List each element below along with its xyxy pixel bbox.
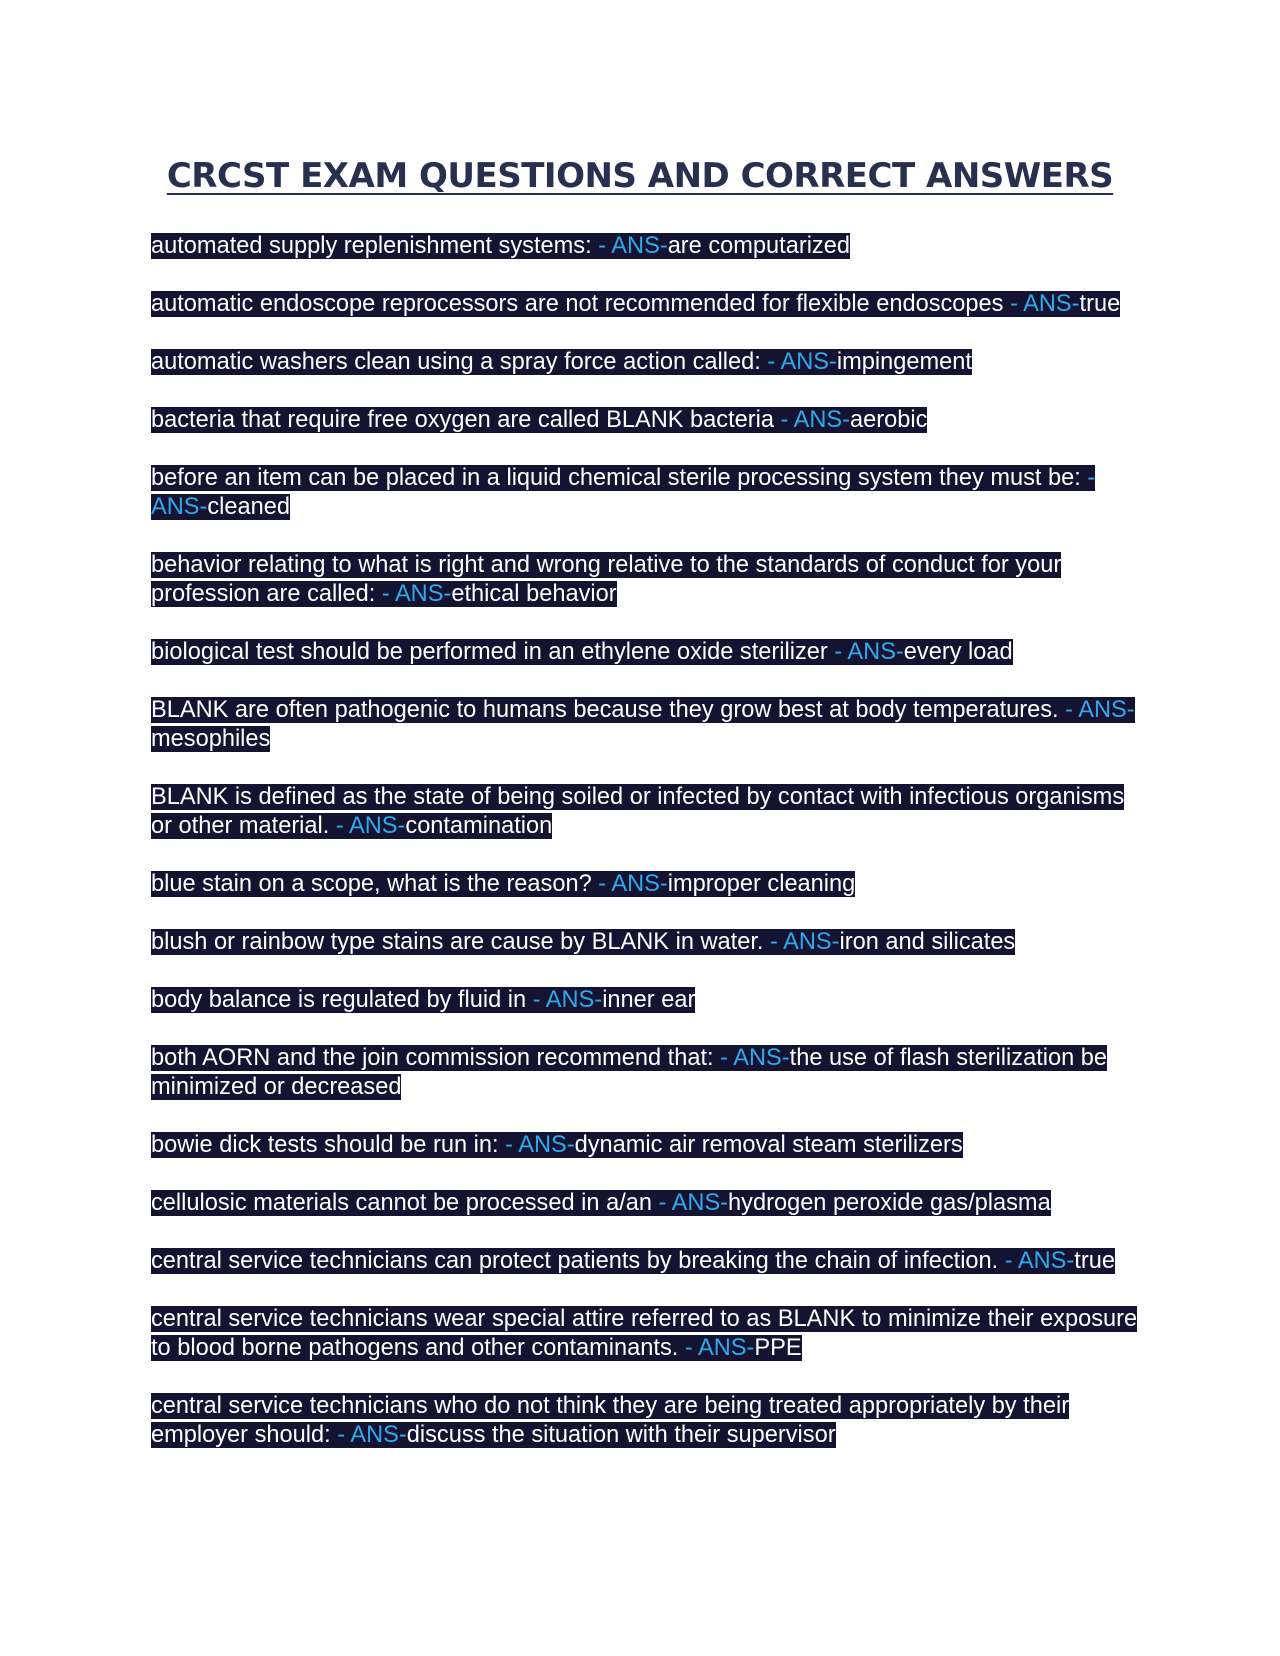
qa-highlight [151, 697, 1135, 752]
answer-text: iron and silicates [839, 929, 1016, 955]
qa-highlight [151, 1132, 963, 1158]
qa-item-7 [151, 638, 1141, 667]
ans-marker: - ANS- [151, 465, 1096, 520]
qa-item-6 [151, 551, 1141, 609]
qa-highlight [151, 407, 927, 433]
question-text: bowie dick tests should be run in: [151, 1132, 499, 1158]
qa-item-17 [151, 1305, 1141, 1363]
qa-highlight [151, 784, 1124, 839]
question-text: automatic endoscope reprocessors are not recommended for flexible endoscopes [151, 291, 1004, 317]
ans-marker: - ANS- [591, 871, 668, 897]
ans-marker: - ANS- [760, 349, 837, 375]
qa-highlight [151, 233, 850, 259]
qa-item-3 [151, 348, 1141, 377]
ans-marker: - ANS- [652, 1190, 729, 1216]
qa-item-18 [151, 1392, 1141, 1450]
qa-item-14 [151, 1131, 1141, 1160]
question-text: central service technicians can protect patients by breaking the chain of infection. [151, 1248, 999, 1274]
question-text: automated supply replenishment systems: [151, 233, 592, 259]
answer-text: true [1079, 291, 1121, 317]
qa-highlight [151, 639, 1013, 665]
qa-item-9 [151, 783, 1141, 841]
question-text: both AORN and the join commission recommend that: [151, 1045, 714, 1071]
qa-item-10 [151, 870, 1141, 899]
question-text: automatic washers clean using a spray force action called: [151, 349, 761, 375]
answer-text: aerobic [850, 407, 928, 433]
question-text: blush or rainbow type stains are cause by BLANK in water. [151, 929, 764, 955]
qa-item-15 [151, 1189, 1141, 1218]
answer-text: hydrogen peroxide gas/plasma [728, 1190, 1051, 1216]
qa-highlight [151, 871, 855, 897]
answer-text: discuss the situation with their supervisor [406, 1422, 836, 1448]
qa-highlight [151, 929, 1015, 955]
question-text: biological test should be performed in an ethylene oxide sterilizer [151, 639, 828, 665]
qa-highlight [151, 1190, 1051, 1216]
qa-item-1 [151, 232, 1141, 261]
answer-text: dynamic air removal steam sterilizers [574, 1132, 963, 1158]
qa-highlight [151, 291, 1120, 317]
qa-item-8 [151, 696, 1141, 754]
answer-text: improper cleaning [667, 871, 856, 897]
qa-item-12 [151, 986, 1141, 1015]
qa-item-4 [151, 406, 1141, 435]
question-text: bacteria that require free oxygen are called BLANK bacteria [151, 407, 774, 433]
answer-text: are computarized [667, 233, 850, 259]
ans-marker: - ANS- [1058, 697, 1135, 723]
qa-item-13 [151, 1044, 1141, 1102]
ans-marker: - ANS- [330, 1422, 407, 1448]
ans-marker: - ANS- [375, 581, 452, 607]
question-text: cellulosic materials cannot be processed in a/an [151, 1190, 652, 1216]
answer-text: every load [903, 639, 1013, 665]
question-text: central service technicians who do not think they are being treated appropriately by their employer should: [151, 1393, 1070, 1448]
qa-highlight [151, 1045, 1107, 1100]
ans-marker: - ANS- [773, 407, 851, 433]
qa-highlight [151, 1306, 1137, 1361]
answer-text: the use of flash sterilization be minimized or decreased [151, 1045, 1108, 1100]
question-text: before an item can be placed in a liquid chemical sterile processing system they must be: [151, 465, 1081, 491]
qa-highlight [151, 1393, 1069, 1448]
qa-highlight [151, 1248, 1115, 1274]
ans-marker: - ANS- [526, 987, 603, 1013]
qa-item-16 [151, 1247, 1141, 1276]
ans-marker: - ANS- [1003, 291, 1080, 317]
ans-marker: - ANS- [763, 929, 840, 955]
qa-highlight [151, 987, 695, 1013]
qa-highlight [151, 552, 1061, 607]
ans-marker: - ANS- [827, 639, 904, 665]
answer-text: true [1074, 1248, 1115, 1274]
question-text: body balance is regulated by fluid in [151, 987, 527, 1013]
ans-marker: - ANS- [591, 233, 668, 259]
ans-marker: - ANS- [678, 1335, 755, 1361]
answer-text: ethical behavior [451, 581, 617, 607]
question-text: BLANK is defined as the state of being soiled or infected by contact with infectious organisms or other material. [151, 784, 1125, 839]
qa-highlight [151, 465, 1095, 520]
page-title: CRCST EXAM QUESTIONS AND CORRECT ANSWERS [166, 156, 1114, 196]
ans-marker: - ANS- [713, 1045, 790, 1071]
qa-highlight [151, 349, 972, 375]
answer-text: cleaned [207, 494, 291, 520]
ans-marker: - ANS- [998, 1248, 1075, 1274]
question-text: BLANK are often pathogenic to humans because they grow best at body temperatures. [151, 697, 1059, 723]
answer-text: impingement [836, 349, 972, 375]
ans-marker: - ANS- [498, 1132, 575, 1158]
answer-text: contamination [405, 813, 553, 839]
question-text: behavior relating to what is right and wrong relative to the standards of conduct for your profession are called: [151, 552, 1062, 607]
question-text: blue stain on a scope, what is the reason? [151, 871, 592, 897]
qa-item-5 [151, 464, 1141, 522]
qa-item-2 [151, 290, 1141, 319]
ans-marker: - ANS- [329, 813, 406, 839]
qa-item-11 [151, 928, 1141, 957]
qa-list [151, 232, 1141, 1479]
answer-text: mesophiles [151, 726, 271, 752]
answer-text: PPE [754, 1335, 802, 1361]
question-text: central service technicians wear special attire referred to as BLANK to minimize their exposure to blood borne pathogens and other contaminants. [151, 1306, 1138, 1361]
answer-text: inner ear [602, 987, 696, 1013]
